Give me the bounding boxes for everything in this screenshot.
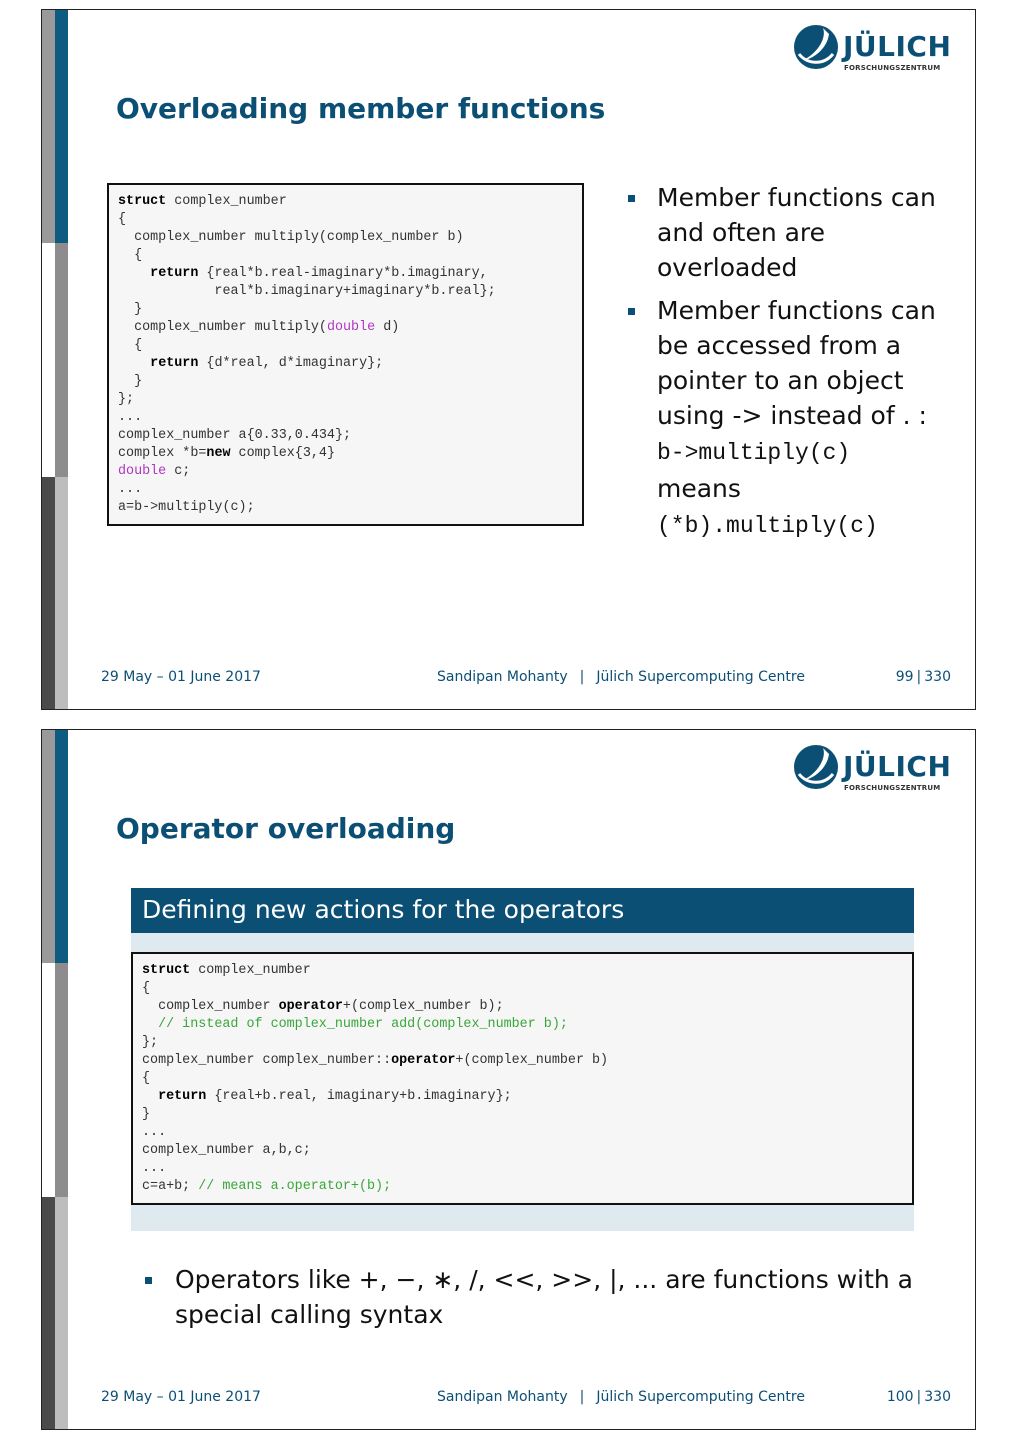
code-text: }: [118, 374, 143, 389]
page-separator: |: [916, 1389, 922, 1405]
code-text: complex_number: [190, 963, 311, 978]
code-keyword: struct: [142, 963, 191, 978]
code-keyword: operator: [391, 1053, 456, 1068]
code-listing: [142, 962, 912, 1196]
bullet-text: Member functions can and often are overloaded: [657, 183, 936, 282]
footer-organization: Jülich Supercomputing Centre: [596, 669, 805, 685]
code-comment: // instead of complex_number add(complex_number b);: [142, 1017, 568, 1032]
code-text: [142, 1089, 158, 1104]
code-block: [131, 952, 914, 1205]
code-text: }: [118, 302, 143, 317]
code-text: };: [142, 1035, 159, 1050]
slide-100: [41, 729, 976, 1430]
code-text: complex{3,4}: [230, 446, 335, 461]
block-title: Defining new actions for the operators: [131, 888, 914, 933]
sidebar-decoration: [42, 730, 68, 1429]
page-current: 99: [895, 669, 914, 685]
code-text: ...: [142, 1125, 167, 1140]
bullet-square-icon: [628, 195, 635, 202]
logo-word: JÜLICH: [843, 30, 952, 63]
juelich-logo-icon: [793, 24, 839, 70]
code-type: double: [326, 320, 376, 335]
code-text: ...: [142, 1161, 167, 1176]
code-text: {: [142, 981, 151, 996]
code-text: complex_number: [142, 999, 279, 1014]
bullet-text: means: [657, 474, 741, 503]
bullet-square-icon: [628, 308, 635, 315]
code-text: complex_number complex_number::: [142, 1053, 392, 1068]
code-keyword: new: [206, 446, 231, 461]
code-text: {: [142, 1071, 151, 1086]
page-total: 330: [924, 669, 951, 685]
code-text: +(complex_number b): [455, 1053, 609, 1068]
code-text: complex *b=: [118, 446, 207, 461]
code-text: a=b->multiply(c);: [118, 500, 255, 515]
code-listing: [118, 193, 582, 517]
footer-separator: |: [579, 1389, 585, 1405]
code-text: }: [142, 1107, 151, 1122]
code-text: real*b.imaginary+imaginary*b.real};: [118, 284, 496, 299]
bullet-item: [625, 293, 965, 544]
page-separator: |: [916, 669, 922, 685]
slide-99: [41, 9, 976, 710]
logo-word: JÜLICH: [843, 750, 952, 783]
code-text: {d*real, d*imaginary};: [198, 356, 384, 371]
bullet-item: [142, 1262, 942, 1332]
code-text: complex_number: [166, 194, 287, 209]
footer-date: 29 May – 01 June 2017: [101, 669, 261, 685]
code-text: {: [118, 248, 143, 263]
page-current: 100: [886, 1389, 914, 1405]
page-total: 330: [924, 1389, 951, 1405]
page-number: [896, 669, 951, 685]
logo-subtitle: FORSCHUNGSZENTRUM: [844, 64, 941, 72]
code-text: d): [375, 320, 400, 335]
code-text: {: [118, 338, 143, 353]
bullet-list: [142, 1262, 942, 1332]
bullet-list: [625, 180, 965, 552]
slide-footer: [101, 669, 951, 689]
juelich-logo: [793, 744, 951, 794]
slide-title: Overloading member functions: [116, 92, 606, 125]
code-comment: // means a.operator+(b);: [198, 1179, 392, 1194]
code-text: complex_number multiply(: [118, 320, 327, 335]
definition-block: [131, 888, 914, 1231]
code-keyword: operator: [278, 999, 343, 1014]
juelich-logo-icon: [793, 744, 839, 790]
page-number: [887, 1389, 951, 1405]
juelich-logo: [793, 24, 951, 74]
bullet-square-icon: [145, 1277, 152, 1284]
code-keyword: return: [150, 266, 199, 281]
code-keyword: return: [158, 1089, 207, 1104]
code-inline: b->multiply(c): [657, 440, 851, 466]
footer-date: 29 May – 01 June 2017: [101, 1389, 261, 1405]
bullet-text: Operators like +, −, ∗, /, <<, >>, |, ... are functions with a special calling syntax: [175, 1265, 913, 1329]
code-text: ...: [118, 410, 143, 425]
code-text: complex_number a,b,c;: [142, 1143, 311, 1158]
slide-title: Operator overloading: [116, 812, 456, 845]
footer-organization: Jülich Supercomputing Centre: [596, 1389, 805, 1405]
footer-separator: |: [579, 669, 585, 685]
code-text: [118, 266, 150, 281]
code-text: {: [118, 212, 127, 227]
code-text: c;: [166, 464, 191, 479]
code-type: double: [118, 464, 167, 479]
code-text: };: [118, 392, 135, 407]
slide-footer: [101, 1389, 951, 1409]
sidebar-decoration: [42, 10, 68, 709]
code-keyword: return: [150, 356, 199, 371]
code-inline: (*b).multiply(c): [657, 513, 878, 539]
code-text: +(complex_number b);: [342, 999, 504, 1014]
code-text: complex_number multiply(complex_number b): [118, 230, 464, 245]
code-text: c=a+b;: [142, 1179, 199, 1194]
footer-author: Sandipan Mohanty: [437, 1389, 568, 1405]
footer-author: Sandipan Mohanty: [437, 669, 568, 685]
bullet-text: Member functions can be accessed from a pointer to an object using -> instead of . :: [657, 296, 936, 430]
code-text: complex_number a{0.33,0.434};: [118, 428, 352, 443]
code-block: [107, 183, 584, 526]
bullet-item: [625, 180, 965, 285]
code-text: {real+b.real, imaginary+b.imaginary};: [206, 1089, 512, 1104]
code-text: ...: [118, 482, 143, 497]
logo-subtitle: FORSCHUNGSZENTRUM: [844, 784, 941, 792]
code-text: {real*b.real-imaginary*b.imaginary,: [198, 266, 488, 281]
code-keyword: struct: [118, 194, 167, 209]
code-text: [118, 356, 150, 371]
